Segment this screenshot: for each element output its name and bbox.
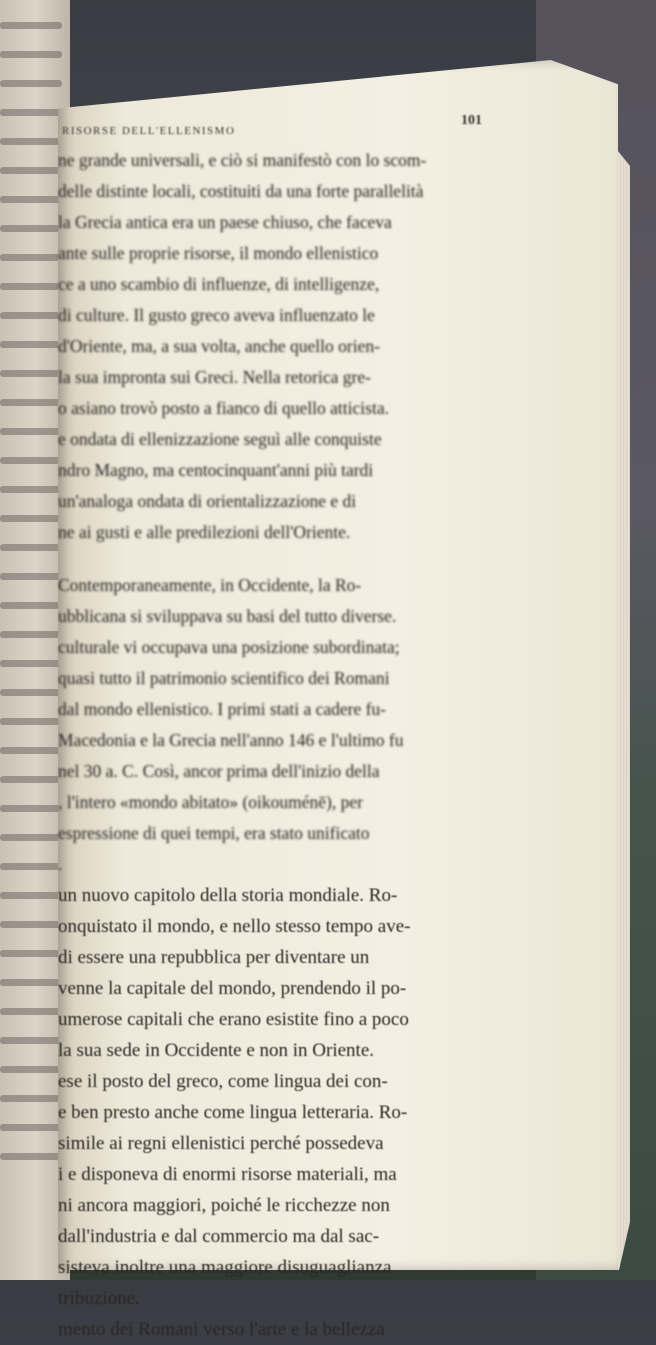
text-line: dall'industria e dal commercio ma dal sac-: [58, 1226, 380, 1247]
text-line: sisteva inoltre una maggiore disuguaglianza: [58, 1257, 392, 1278]
text-line: ese il posto del greco, come lingua dei con-: [58, 1071, 388, 1092]
text-line: ne ai gusti e alle predilezioni dell'Oriente.: [58, 522, 351, 542]
text-line: o asiano trovò posto a fianco di quello atticista.: [58, 398, 389, 418]
text-line: nel 30 a. C. Così, ancor prima dell'inizio della: [58, 761, 380, 781]
text-line: .: [58, 854, 63, 874]
text-line: Contemporaneamente, in Occidente, la Ro-: [58, 575, 362, 595]
text-line: la sua impronta sui Greci. Nella retorica gre-: [58, 367, 371, 387]
text-line: espressione di quei tempi, era stato unificato: [58, 823, 370, 843]
text-line: tribuzione.: [58, 1288, 140, 1309]
text-line: , l'intero «mondo abitato» (oikouménē), per: [58, 792, 363, 812]
body-text: [58, 145, 508, 1345]
text-line: di culture. Il gusto greco aveva influenzato le: [58, 305, 375, 325]
text-line: ante sulle proprie risorse, il mondo ellenistico: [58, 243, 379, 263]
text-line: venne la capitale del mondo, prendendo il po-: [58, 978, 407, 999]
text-line: la Grecia antica era un paese chiuso, che faceva: [58, 212, 392, 232]
text-line: delle distinte locali, costituiti da una forte parallelità: [58, 181, 424, 201]
text-line: ce a uno scambio di influenze, di intelligenze,: [58, 274, 380, 294]
text-line: onquistato il mondo, e nello stesso tempo ave-: [58, 916, 411, 937]
text-line: e ondata di ellenizzazione seguì alle conquiste: [58, 429, 382, 449]
page-number: 101: [461, 113, 482, 128]
text-line: ni ancora maggiori, poiché le ricchezze non: [58, 1195, 390, 1216]
text-line: ndro Magno, ma centocinquant'anni più tardi: [58, 460, 374, 480]
text-line: ubblicana si sviluppava su basi del tutto diverse.: [58, 606, 397, 626]
text-line: Macedonia e la Grecia nell'anno 146 e l'ultimo fu: [58, 730, 404, 750]
paragraph-3: [58, 880, 508, 1345]
text-line: culturale vi occupava una posizione subordinata;: [58, 637, 400, 657]
text-line: la sua sede in Occidente e non in Oriente.: [58, 1040, 375, 1061]
text-line: simile ai regni ellenistici perché possedeva: [58, 1133, 384, 1154]
text-line: mento dei Romani verso l'arte e la bellezza: [58, 1319, 385, 1340]
text-line: e ben presto anche come lingua letteraria. Ro-: [58, 1102, 408, 1123]
text-line: quasi tutto il patrimonio scientifico dei Romani: [58, 668, 390, 688]
text-line: ne grande universali, e ciò si manifestò con lo scom-: [58, 150, 427, 170]
running-head: RISORSE DELL'ELLENISMO: [62, 125, 236, 137]
text-line: d'Oriente, ma, a sua volta, anche quello orien-: [58, 336, 380, 356]
text-line: i e disponeva di enormi risorse materiali, ma: [58, 1164, 397, 1185]
text-line: umerose capitali che erano esistite fino a poco: [58, 1009, 409, 1030]
paragraph-2: [58, 570, 508, 880]
text-line: di essere una repubblica per diventare un: [58, 947, 370, 968]
text-line: dal mondo ellenistico. I primi stati a cadere fu-: [58, 699, 387, 719]
text-line: un nuovo capitolo della storia mondiale. Ro-: [58, 885, 398, 906]
text-line: un'analoga ondata di orientalizzazione e di: [58, 491, 357, 511]
paragraph-1: [58, 145, 508, 548]
